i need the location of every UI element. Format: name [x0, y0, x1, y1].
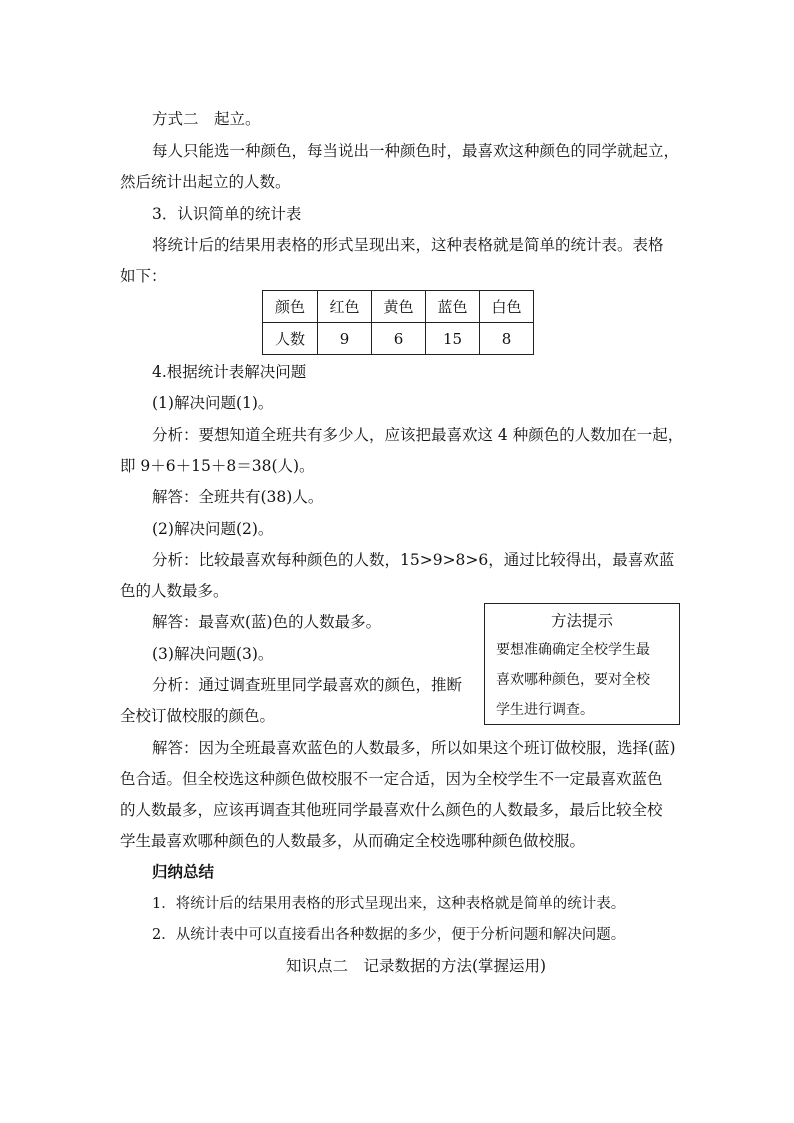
section-heading: 4.根据统计表解决问题 — [152, 363, 307, 381]
text-line: 学生最喜欢哪种颜色的人数最多，从而确定全校选哪种颜色做校服。 — [120, 832, 586, 850]
tip-text-line: 喜欢哪种颜色，要对全校 — [496, 672, 650, 688]
text-line: (1)解决问题(1)。 — [152, 394, 274, 412]
text-line: 如下： — [120, 267, 167, 285]
text-line: (3)解决问题(3)。 — [152, 645, 274, 663]
text-line: 即 9＋6＋15＋8＝38(人)。 — [120, 457, 315, 475]
text-line: 全校订做校服的颜色。 — [120, 707, 276, 725]
method-tip-box — [484, 603, 680, 725]
table-header-cell: 颜色 — [263, 291, 318, 323]
table-row — [263, 323, 534, 355]
table-cell: 6 — [372, 323, 426, 355]
summary-line: 1．将统计后的结果用表格的形式呈现出来，这种表格就是简单的统计表。 — [152, 896, 626, 912]
table-row — [263, 291, 534, 323]
summary-heading: 归纳总结 — [152, 863, 215, 881]
section-heading: 3．认识简单的统计表 — [152, 205, 302, 223]
text-line: 方式二 起立。 — [152, 110, 261, 128]
table-header-cell: 黄色 — [372, 291, 426, 323]
text-line: 的人数最多，应该再调查其他班同学最喜欢什么颜色的人数最多，最后比较全校 — [120, 801, 663, 819]
table-cell: 15 — [426, 323, 480, 355]
text-line: 分析：通过调查班里同学最喜欢的颜色，推断 — [152, 676, 463, 694]
text-line: 解答：全班共有(38)人。 — [152, 488, 324, 506]
text-line: 分析：比较最喜欢每种颜色的人数，15>9>8>6，通过比较得出，最喜欢蓝 — [152, 551, 675, 569]
text-line: 然后统计出起立的人数。 — [120, 173, 291, 191]
text-line: (2)解决问题(2)。 — [152, 520, 274, 538]
tip-title: 方法提示 — [550, 612, 613, 630]
text-line: 解答：因为全班最喜欢蓝色的人数最多，所以如果这个班订做校服，选择(蓝) — [152, 739, 676, 757]
text-line: 将统计后的结果用表格的形式呈现出来，这种表格就是简单的统计表。表格 — [152, 236, 664, 254]
knowledge-point-heading: 知识点二 记录数据的方法(掌握运用) — [286, 957, 547, 975]
text-line: 色的人数最多。 — [120, 582, 229, 600]
summary-line: 2．从统计表中可以直接看出各种数据的多少，便于分析问题和解决问题。 — [152, 927, 626, 943]
text-line: 色合适。但全校选这种颜色做校服不一定合适，因为全校学生不一定最喜欢蓝色 — [120, 770, 663, 788]
text-line: 分析：要想知道全班共有多少人，应该把最喜欢这 4 种颜色的人数加在一起， — [152, 426, 684, 444]
table-header-cell: 白色 — [480, 291, 534, 323]
text-line: 每人只能选一种颜色，每当说出一种颜色时，最喜欢这种颜色的同学就起立， — [152, 142, 680, 160]
table-cell: 8 — [480, 323, 534, 355]
tip-text-line: 要想准确确定全校学生最 — [496, 642, 650, 658]
color-statistics-table — [262, 290, 534, 355]
table-header-cell: 蓝色 — [426, 291, 480, 323]
table-cell: 9 — [318, 323, 372, 355]
table-cell: 人数 — [263, 323, 318, 355]
table-header-cell: 红色 — [318, 291, 372, 323]
tip-text-line: 学生进行调查。 — [496, 702, 594, 718]
text-line: 解答：最喜欢(蓝)色的人数最多。 — [152, 613, 382, 631]
